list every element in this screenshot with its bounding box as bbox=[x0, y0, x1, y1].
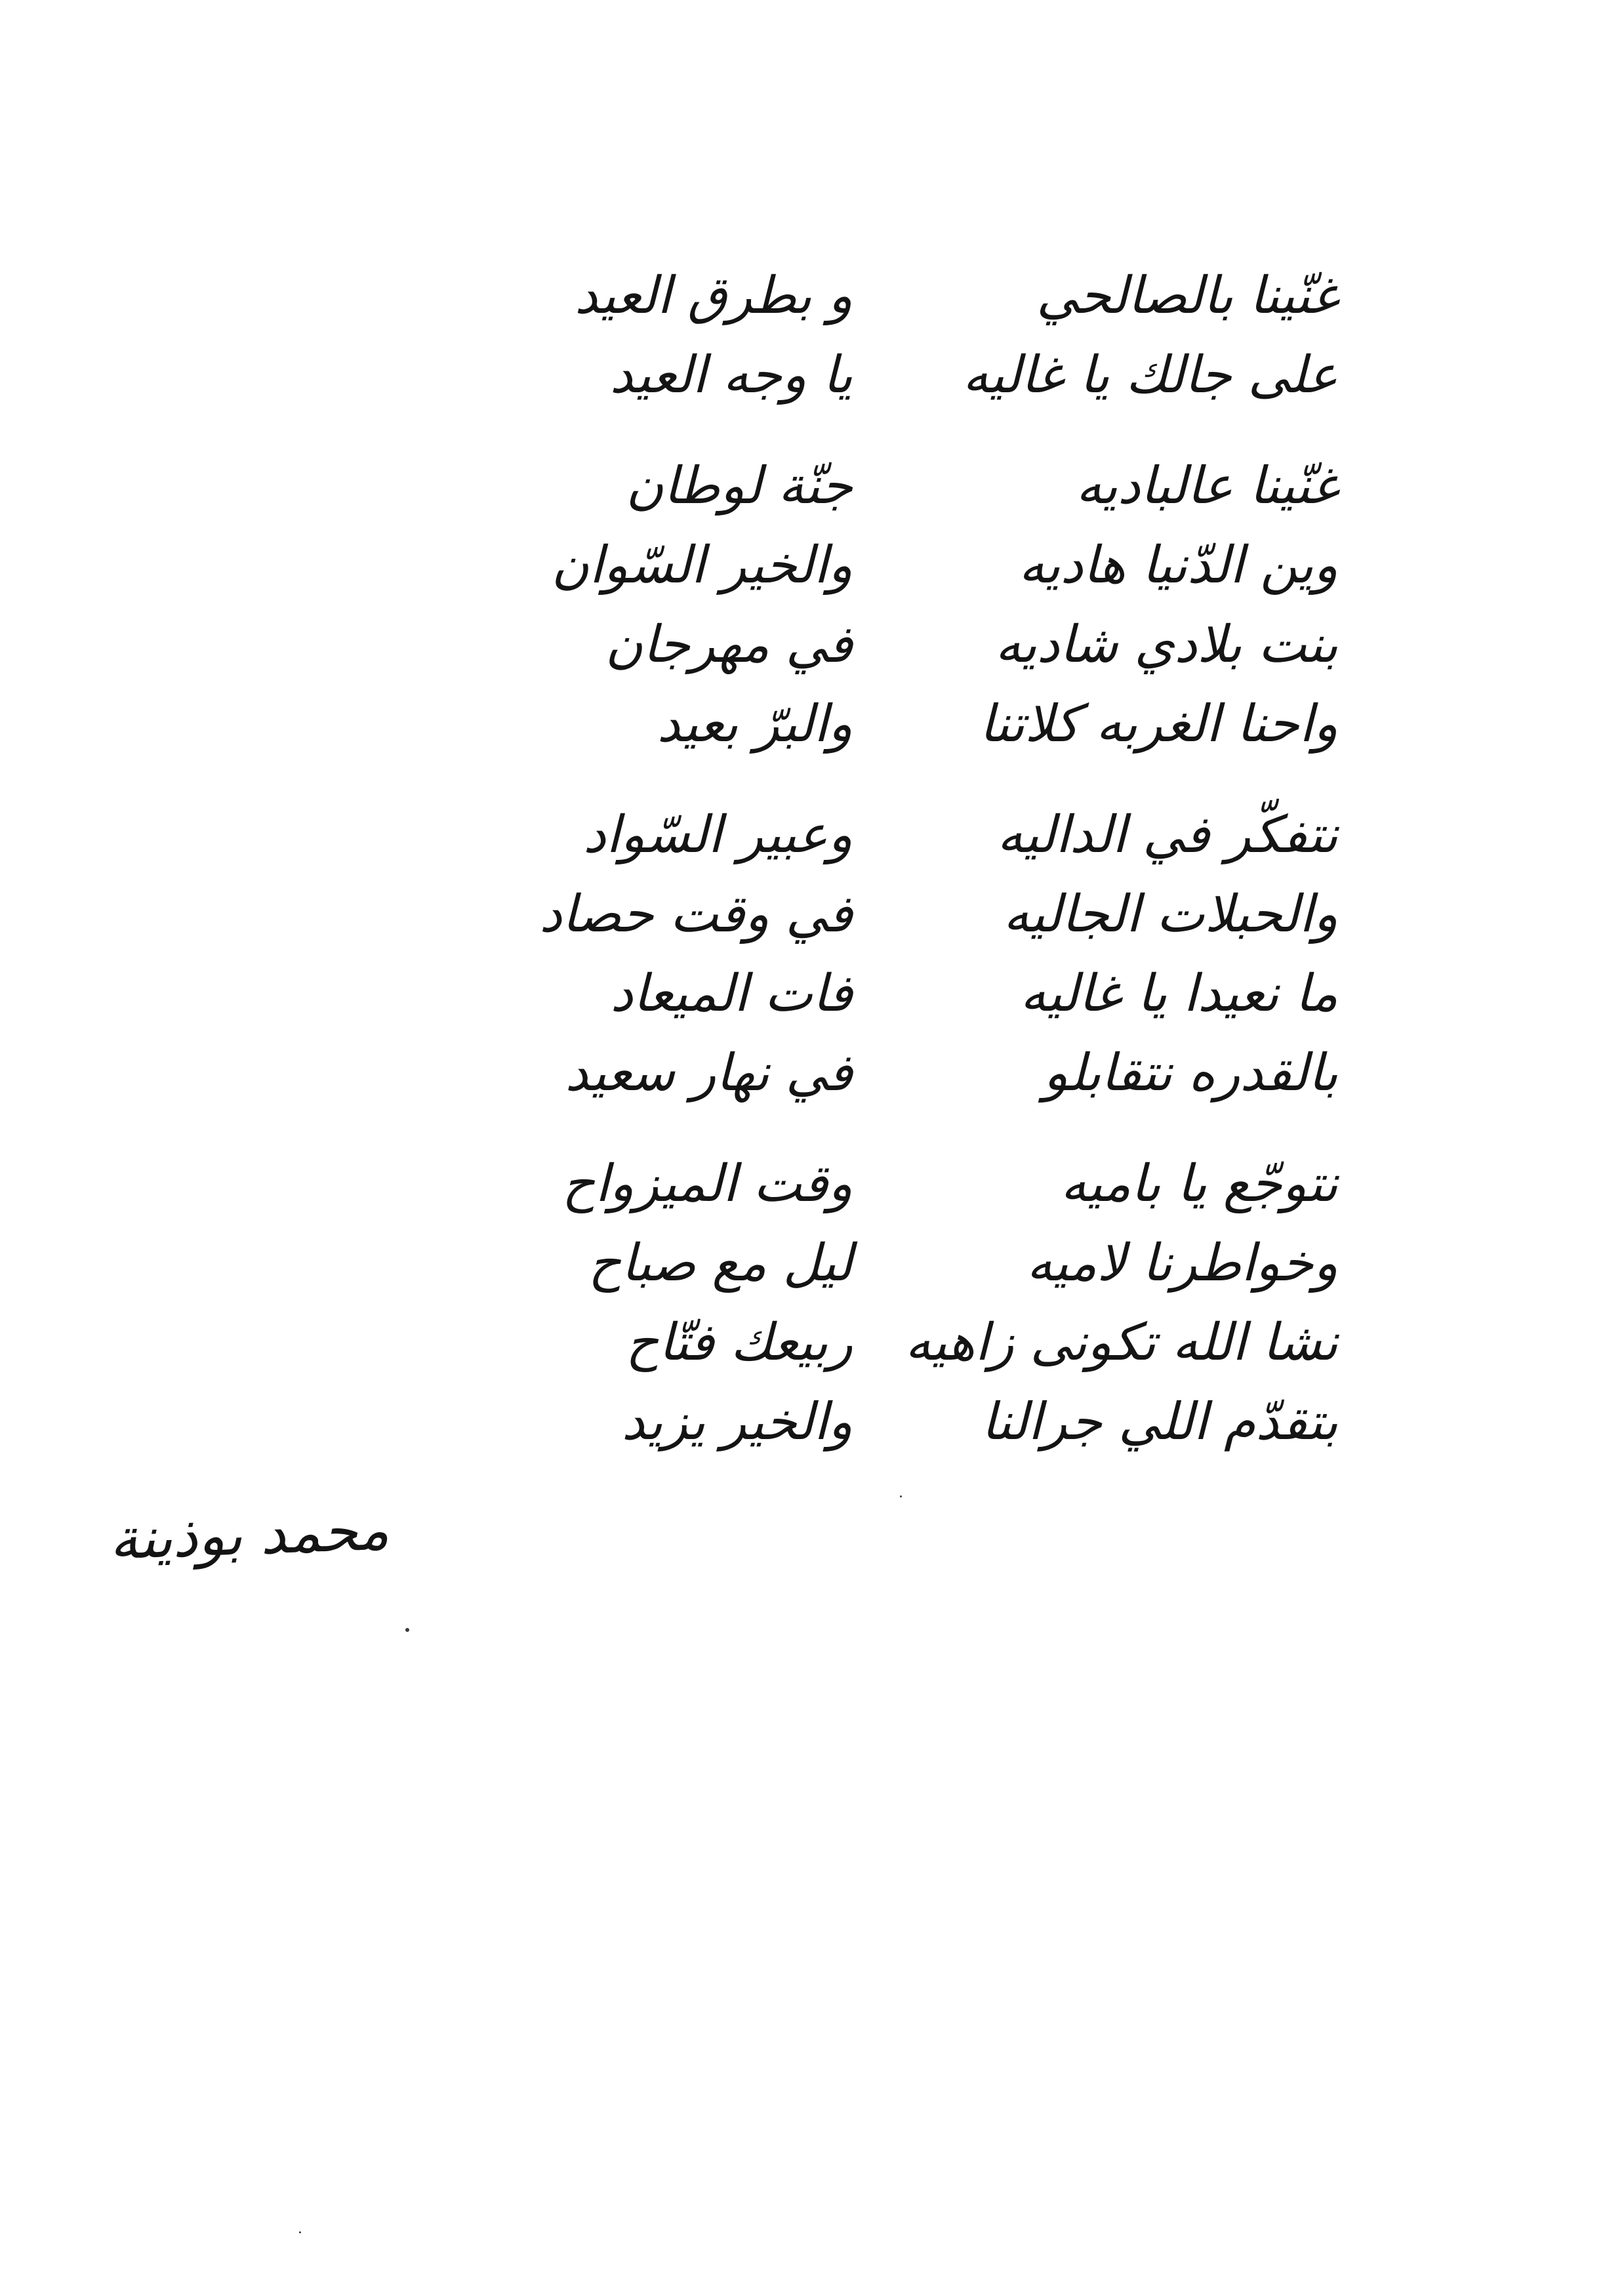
stanza-4 bbox=[459, 1144, 1338, 1461]
stanza-2 bbox=[459, 446, 1338, 763]
verse-second-hemistich: في وقت حصاد bbox=[539, 884, 853, 944]
verse-first-hemistich: وخواطرنا لاميه bbox=[1026, 1233, 1338, 1293]
verse-line bbox=[459, 954, 1338, 1033]
verse-first-hemistich: بالقدره نتقابلو bbox=[1043, 1043, 1338, 1103]
ink-speck bbox=[405, 1628, 409, 1632]
verse-first-hemistich: بتقدّم اللي جرالنا bbox=[981, 1392, 1338, 1452]
verse-line bbox=[459, 795, 1338, 874]
poem bbox=[459, 256, 1338, 1493]
verse-first-hemistich: على جالك يا غاليه bbox=[962, 345, 1338, 405]
verse-first-hemistich: واحنا الغربه كلاتنا bbox=[979, 694, 1338, 754]
verse-line bbox=[459, 605, 1338, 684]
verse-second-hemistich: والخير يزيد bbox=[621, 1392, 853, 1452]
stanza-3 bbox=[459, 795, 1338, 1112]
verse-line bbox=[459, 874, 1338, 954]
author-signature: محمد بوذينة bbox=[108, 1497, 390, 1573]
verse-second-hemistich: في مهرجان bbox=[605, 615, 853, 674]
verse-line bbox=[459, 1303, 1338, 1382]
verse-second-hemistich: جنّة لوطان bbox=[626, 456, 853, 516]
verse-second-hemistich: يا وجه العيد bbox=[609, 345, 853, 405]
verse-line bbox=[459, 1144, 1338, 1223]
verse-first-hemistich: والحبلات الجاليه bbox=[1003, 884, 1338, 944]
verse-line bbox=[459, 1223, 1338, 1303]
verse-line bbox=[459, 1033, 1338, 1112]
ink-speck bbox=[299, 2231, 301, 2233]
verse-second-hemistich: والخير السّوان bbox=[551, 535, 853, 595]
verse-second-hemistich: وقت الميزواح bbox=[561, 1154, 853, 1213]
stanza-1 bbox=[459, 256, 1338, 415]
verse-second-hemistich: و بطرق العيد bbox=[574, 266, 853, 325]
verse-line bbox=[459, 446, 1338, 525]
verse-second-hemistich: في نهار سعيد bbox=[565, 1043, 853, 1103]
verse-first-hemistich: نشا الله تكونى زاهيه bbox=[904, 1312, 1338, 1372]
verse-line bbox=[459, 525, 1338, 605]
verse-second-hemistich: فات الميعاد bbox=[610, 964, 853, 1023]
verse-first-hemistich: نتفكّر في الداليه bbox=[997, 805, 1338, 864]
verse-first-hemistich: ما نعيدا يا غاليه bbox=[1020, 964, 1338, 1023]
verse-second-hemistich: ربيعك فتّاح bbox=[625, 1312, 853, 1372]
verse-second-hemistich: وعبير السّواد bbox=[583, 805, 853, 864]
verse-second-hemistich: ليل مع صباح bbox=[588, 1233, 853, 1293]
ink-speck bbox=[900, 1495, 902, 1497]
verse-second-hemistich: والبرّ بعيد bbox=[657, 694, 853, 754]
verse-first-hemistich: وين الدّنيا هاديه bbox=[1019, 535, 1338, 595]
verse-first-hemistich: نتوجّع يا باميه bbox=[1061, 1154, 1338, 1213]
verse-line bbox=[459, 256, 1338, 335]
verse-line bbox=[459, 684, 1338, 763]
verse-line bbox=[459, 335, 1338, 415]
verse-first-hemistich: بنت بلادي شاديه bbox=[995, 615, 1338, 674]
verse-line bbox=[459, 1382, 1338, 1461]
verse-first-hemistich: غنّينا عالباديه bbox=[1076, 456, 1338, 516]
verse-first-hemistich: غنّينا بالصالحي bbox=[1036, 266, 1338, 325]
